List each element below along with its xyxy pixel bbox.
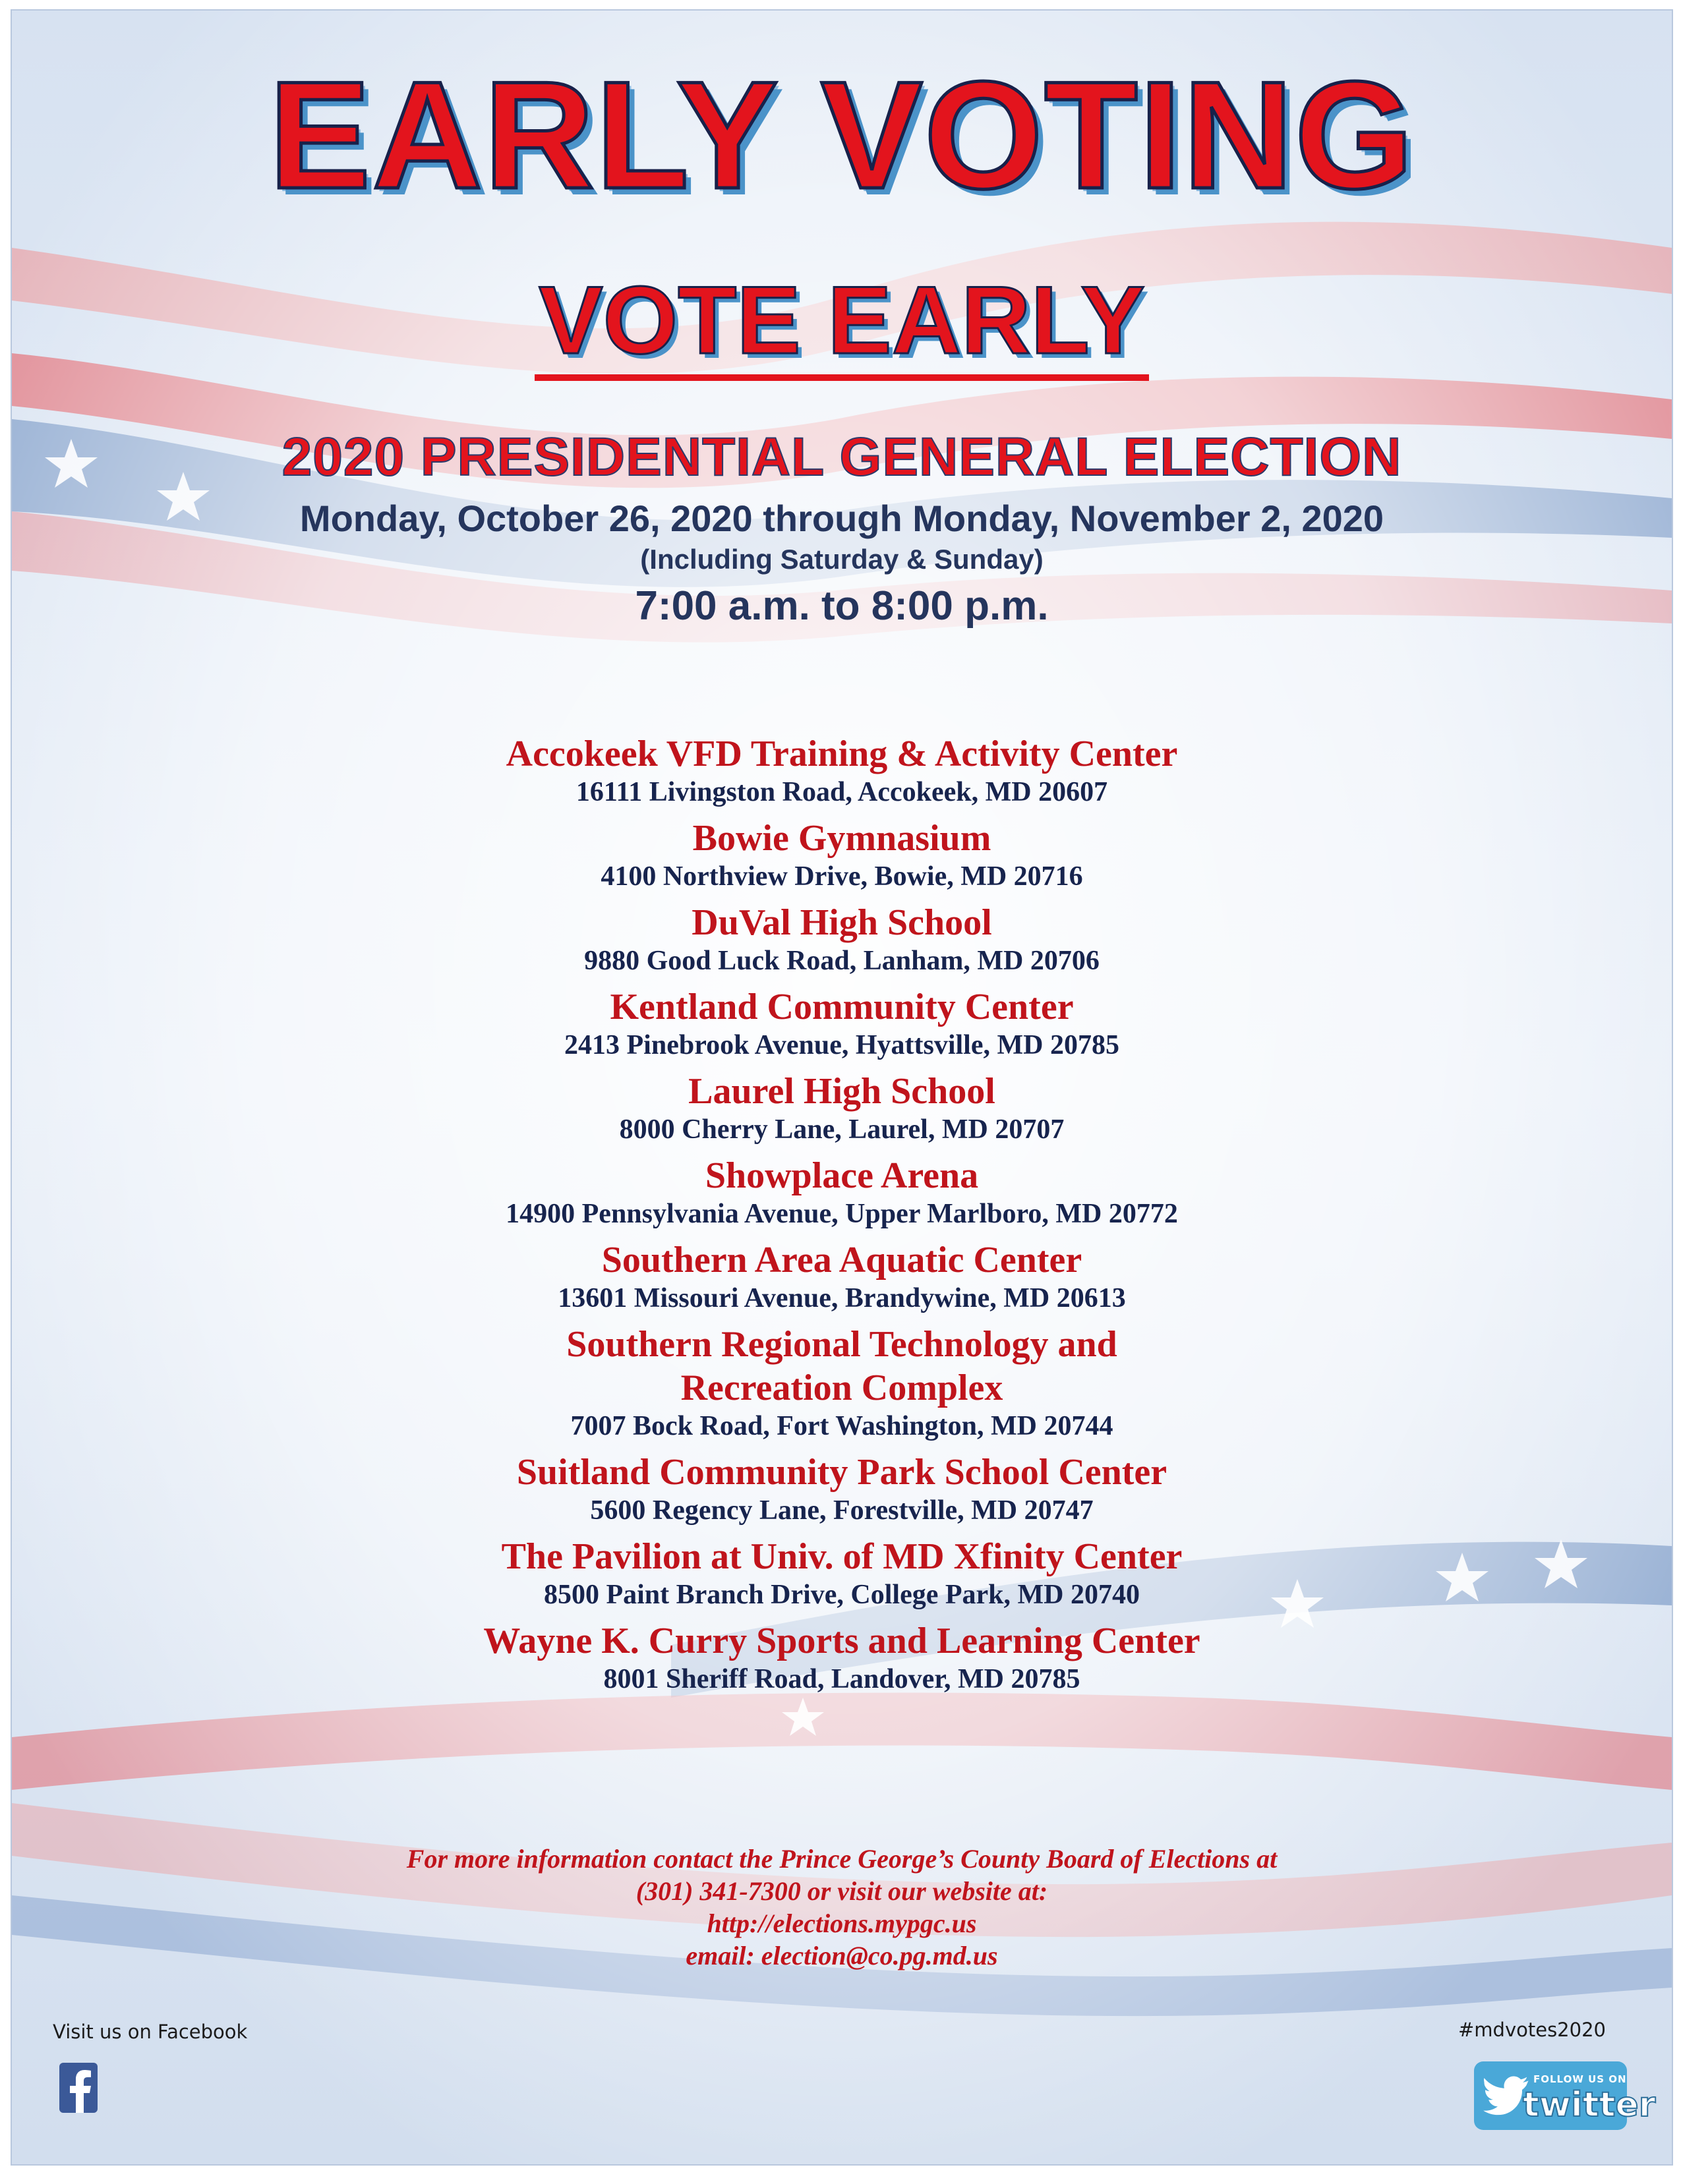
voting-hours: 7:00 a.m. to 8:00 p.m.: [635, 583, 1049, 629]
site-name: The Pavilion at Univ. of MD Xfinity Center: [501, 1536, 1183, 1577]
site-name-line2: Recreation Complex: [680, 1367, 1003, 1408]
election-title: 2020 PRESIDENTIAL GENERAL ELECTION: [281, 427, 1402, 487]
site-name: Laurel High School: [688, 1071, 995, 1112]
voting-site: [12, 1451, 1672, 1527]
contact-phone-line: (301) 341-7300 or visit our website at:: [635, 1876, 1048, 1906]
voting-site: [12, 901, 1672, 977]
facebook-label: Visit us on Facebook: [53, 2021, 248, 2043]
twitter-wordmark: twitter: [1523, 2085, 1656, 2125]
site-address: 13601 Missouri Avenue, Brandywine, MD 20613: [558, 1283, 1126, 1313]
site-address: 5600 Regency Lane, Forestville, MD 20747: [590, 1495, 1094, 1526]
site-address: 16111 Livingston Road, Accokeek, MD 20607: [575, 777, 1108, 807]
twitter-follow-button[interactable]: [1474, 2061, 1656, 2130]
email-link[interactable]: email: election@co.pg.md.us: [686, 1941, 998, 1970]
voting-site: [12, 1070, 1672, 1146]
subtitle-wrap: [12, 268, 1672, 381]
site-address: 8000 Cherry Lane, Laurel, MD 20707: [619, 1114, 1065, 1145]
voting-site: [12, 1323, 1672, 1443]
site-name: DuVal High School: [692, 902, 992, 943]
site-address: 4100 Northview Drive, Bowie, MD 20716: [601, 861, 1083, 892]
facebook-icon[interactable]: [59, 2063, 98, 2113]
weekend-note: (Including Saturday & Sunday): [640, 544, 1044, 575]
twitter-follow-label: FOLLOW US ON: [1533, 2073, 1627, 2085]
website-link[interactable]: http://elections.mypgc.us: [707, 1909, 977, 1938]
voting-site: [12, 1619, 1672, 1696]
site-address: 14900 Pennsylvania Avenue, Upper Marlboro, MD 20772: [506, 1199, 1178, 1229]
contact-info: [12, 1843, 1672, 1972]
contact-line: For more information contact the Prince George’s County Board of Elections at: [406, 1844, 1278, 1874]
site-name: Suitland Community Park School Center: [516, 1452, 1167, 1493]
voting-site: [12, 1238, 1672, 1315]
site-name: Accokeek VFD Training & Activity Center: [506, 733, 1178, 774]
site-name: Southern Area Aquatic Center: [601, 1240, 1082, 1280]
site-name: Kentland Community Center: [610, 987, 1074, 1027]
voting-site: [12, 1535, 1672, 1611]
voting-site-list: [12, 732, 1672, 1704]
page-title: EARLY VOTING: [268, 50, 1415, 221]
site-address: 7007 Bock Road, Fort Washington, MD 20744: [570, 1411, 1113, 1441]
site-address: 8500 Paint Branch Drive, College Park, MD 20740: [543, 1580, 1140, 1610]
vote-early-heading: VOTE EARLY: [535, 268, 1149, 381]
site-name: Wayne K. Curry Sports and Learning Center: [483, 1621, 1200, 1661]
site-address: 8001 Sheriff Road, Landover, MD 20785: [603, 1664, 1080, 1694]
hashtag: #mdvotes2020: [1458, 2019, 1606, 2041]
site-name: Showplace Arena: [705, 1155, 979, 1196]
voting-site: [12, 985, 1672, 1062]
site-address: 2413 Pinebrook Avenue, Hyattsville, MD 20785: [564, 1030, 1119, 1060]
voting-site: [12, 1154, 1672, 1230]
flyer: [11, 9, 1673, 2166]
date-range: Monday, October 26, 2020 through Monday, November 2, 2020: [299, 498, 1384, 539]
voting-site: [12, 817, 1672, 893]
voting-site: [12, 732, 1672, 809]
site-name: Southern Regional Technology and: [566, 1324, 1117, 1365]
site-name: Bowie Gymnasium: [692, 818, 991, 859]
site-address: 9880 Good Luck Road, Lanham, MD 20706: [584, 946, 1100, 976]
